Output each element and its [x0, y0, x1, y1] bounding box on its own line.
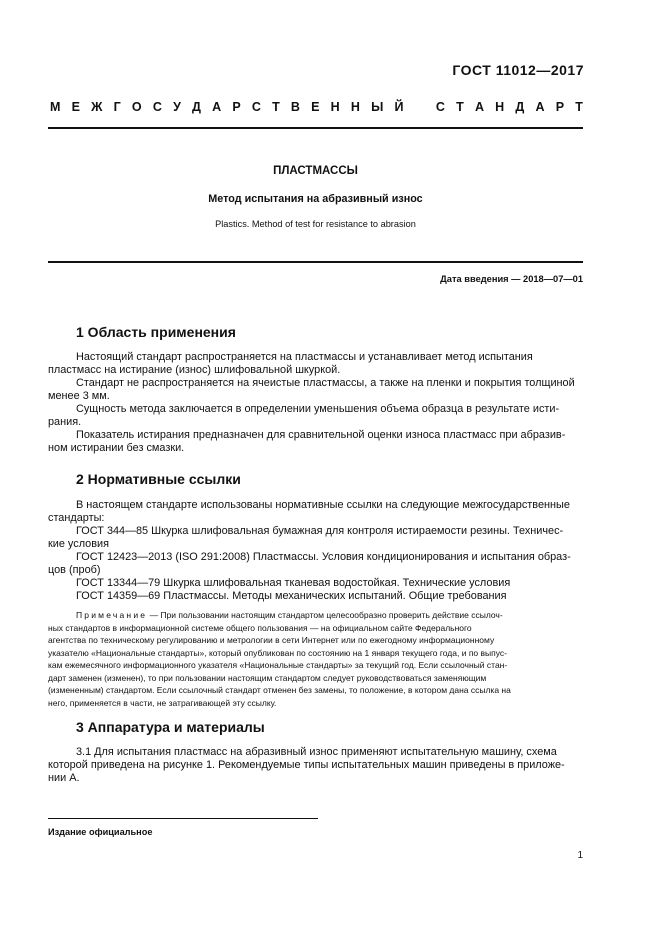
banner-letter: Т	[456, 100, 464, 114]
banner-letter: М	[50, 100, 61, 114]
section-3-body	[48, 746, 583, 785]
banner-letter: Ы	[371, 100, 384, 114]
note-line: кам ежемесячного информационного указателя «Национальные стандарты» за текущий год. Если ссылочный стан-	[48, 660, 508, 670]
document-title: ПЛАСТМАССЫ	[273, 165, 358, 177]
section-3-heading: 3 Аппаратура и материалы	[76, 719, 265, 735]
note-line: дарт заменен (изменен), то при пользовании настоящим стандартом следует руководствоваться заменяющим	[48, 672, 487, 683]
note-line: (измененным) стандартом. Если ссылочный стандарт отменен без замены, то положение, в котором дана ссылка на	[48, 685, 511, 695]
text-line: ном истирании без смазки.	[48, 442, 185, 454]
text-line: стандарты:	[48, 512, 105, 524]
english-title: Plastics. Method of test for resistance to abrasion	[215, 219, 416, 229]
banner-letter: С	[152, 100, 162, 114]
text-line: ГОСТ 12423—2013 (ISO 291:2008) Пластмассы. Условия кондиционирования и испытания образ-	[76, 551, 571, 563]
note-label: Примечание	[76, 610, 148, 620]
note-block	[48, 609, 583, 709]
top-rule	[48, 127, 583, 129]
middle-rule	[48, 261, 583, 263]
text-line: ГОСТ 14359—69 Пластмассы. Методы механических испытаний. Общие требования	[76, 590, 507, 602]
banner-letter: В	[290, 100, 300, 114]
banner-letter: Н	[330, 100, 340, 114]
banner-letter: Н	[495, 100, 505, 114]
banner-letter: А	[212, 100, 222, 114]
note-line: агентства по техническому регулированию и метрологии в сети Интернет или по ежегодному информационному	[48, 635, 495, 645]
banner-letter: Д	[192, 100, 201, 114]
text-line: менее 3 мм.	[48, 390, 110, 402]
text-line: Показатель истирания предназначен для сравнительной оценки износа пластмасс при абразив-	[76, 429, 566, 441]
note-line: — При пользовании настоящим стандартом целесообразно проверить действие ссылоч-	[149, 610, 503, 620]
note-line: указателю «Национальные стандарты», который опубликован по состоянию на 1 января текущего года, и по выпус-	[48, 647, 507, 658]
text-line: нии А.	[48, 772, 80, 784]
standard-banner	[50, 100, 583, 114]
document-subtitle: Метод испытания на абразивный износ	[208, 193, 423, 205]
document-number: ГОСТ 11012—2017	[452, 62, 584, 78]
footer-rule	[48, 818, 318, 819]
text-line: Стандарт не распространяется на ячеистые пластмассы, а также на пленки и покрытия толщиной	[76, 377, 575, 389]
section-1-heading: 1 Область применения	[76, 324, 236, 340]
text-line: ГОСТ 344—85 Шкурка шлифовальная бумажная для контроля истираемости резины. Техничес-	[76, 525, 564, 537]
banner-letter: А	[474, 100, 484, 114]
text-line: пластмасс на истирание (износ) шлифовальной шкуркой.	[48, 364, 341, 376]
banner-letter: С	[251, 100, 261, 114]
note-line: ных стандартов в информационной системе общего пользования — на официальном сайте Федерального	[48, 622, 472, 633]
banner-letter	[415, 100, 425, 114]
text-line: которой приведена на рисунке 1. Рекомендуемые типы испытательных машин приведены в приложе-	[48, 759, 565, 771]
text-line: ГОСТ 13344—79 Шкурка шлифовальная тканевая водостойкая. Технические условия	[76, 577, 511, 589]
text-line: В настоящем стандарте использованы нормативные ссылки на следующие межгосударственные	[76, 499, 570, 511]
banner-letter: Р	[555, 100, 565, 114]
text-line: Сущность метода заключается в определении уменьшения объема образца в результате исти-	[76, 403, 560, 415]
banner-letter: Д	[515, 100, 525, 114]
banner-letter: Е	[311, 100, 320, 114]
banner-letter: У	[173, 100, 181, 114]
banner-letter: Е	[71, 100, 80, 114]
banner-letter: Г	[113, 100, 121, 114]
edition-label: Издание официальное	[48, 827, 153, 837]
banner-letter: Т	[575, 100, 583, 114]
banner-letter: Ж	[91, 100, 103, 114]
banner-letter: О	[131, 100, 142, 114]
banner-letter: С	[435, 100, 445, 114]
section-2-body	[48, 499, 583, 603]
text-line: рания.	[48, 416, 82, 428]
section-2-heading: 2 Нормативные ссылки	[76, 471, 241, 487]
banner-letter: Т	[272, 100, 280, 114]
introduction-date: Дата введения — 2018—07—01	[440, 274, 583, 284]
text-line: Настоящий стандарт распространяется на пластмассы и устанавливает метод испытания	[76, 351, 533, 363]
text-line: кие условия	[48, 538, 109, 550]
text-line: цов (проб)	[48, 564, 101, 576]
note-line: него, применяется в части, не затрагивающей эту ссылку.	[48, 697, 277, 708]
banner-letter: Й	[394, 100, 404, 114]
banner-letter: А	[535, 100, 545, 114]
section-1-body	[48, 351, 583, 455]
page-number: 1	[577, 850, 583, 861]
banner-letter: Н	[350, 100, 360, 114]
banner-letter: Р	[232, 100, 241, 114]
text-line: 3.1 Для испытания пластмасс на абразивный износ применяют испытательную машину, схема	[76, 746, 557, 758]
